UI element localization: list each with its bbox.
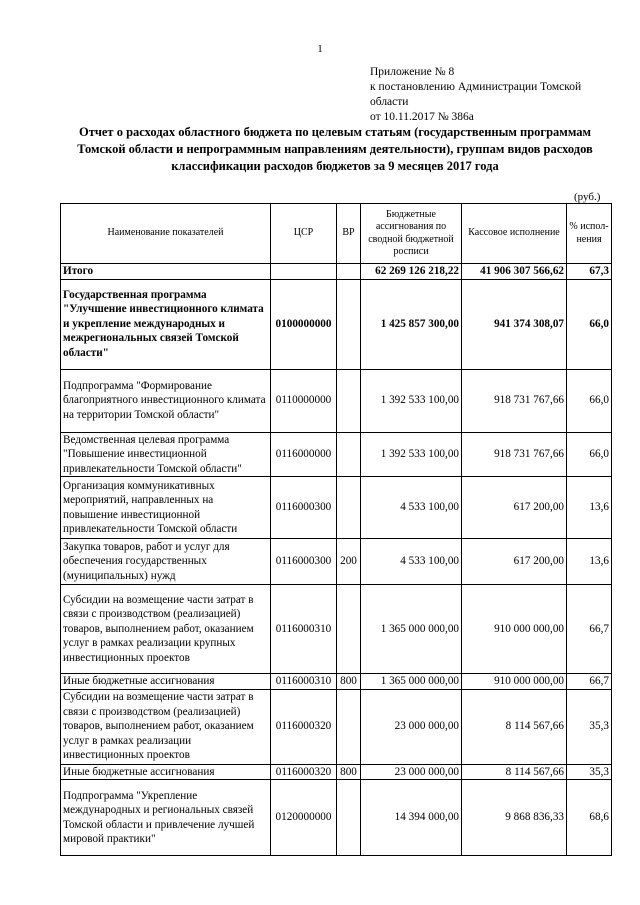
row-name: Ведомственная целевая программа "Повышение инвестиционной привлекательности Томской области" bbox=[61, 432, 271, 477]
row-cash: 941 374 308,07 bbox=[462, 279, 567, 369]
row-pct: 66,7 bbox=[567, 585, 612, 674]
row-vr bbox=[337, 264, 361, 280]
row-csr: 0116000310 bbox=[271, 585, 337, 674]
row-cash: 8 114 567,66 bbox=[462, 764, 567, 780]
header-vr: ВР bbox=[337, 204, 361, 264]
table-row bbox=[61, 264, 612, 280]
table-row bbox=[61, 432, 612, 477]
row-vr bbox=[337, 585, 361, 674]
row-cash: 9 868 836,33 bbox=[462, 780, 567, 856]
table-row bbox=[61, 585, 612, 674]
row-csr: 0100000000 bbox=[271, 279, 337, 369]
header-pct: % испол-нения bbox=[567, 204, 612, 264]
appendix-line: от 10.11.2017 № 386а bbox=[370, 111, 474, 123]
row-cash: 41 906 307 566,62 bbox=[462, 264, 567, 280]
row-pct: 66,0 bbox=[567, 369, 612, 432]
appendix-line: Приложение № 8 bbox=[370, 66, 455, 78]
row-pct: 13,6 bbox=[567, 539, 612, 585]
row-csr: 0116000310 bbox=[271, 674, 337, 690]
row-budget: 1 365 000 000,00 bbox=[361, 585, 462, 674]
row-vr: 200 bbox=[337, 539, 361, 585]
row-name: Государственная программа "Улучшение инвестиционного климата и укрепление международных и межрегиональных связей Томской области" bbox=[61, 279, 271, 369]
row-vr bbox=[337, 369, 361, 432]
row-pct: 66,0 bbox=[567, 432, 612, 477]
row-budget: 14 394 000,00 bbox=[361, 780, 462, 856]
table-row bbox=[61, 674, 612, 690]
row-vr: 800 bbox=[337, 674, 361, 690]
currency-unit: (руб.) bbox=[574, 191, 601, 203]
row-pct: 68,6 bbox=[567, 780, 612, 856]
row-cash: 8 114 567,66 bbox=[462, 689, 567, 764]
table-row bbox=[61, 780, 612, 856]
row-name: Организация коммуникативных мероприятий, направленных на повышение инвестиционной привлекательности Томской области bbox=[61, 477, 271, 539]
row-name: Закупка товаров, работ и услуг для обеспечения государственных (муниципальных) нужд bbox=[61, 539, 271, 585]
row-name: Субсидии на возмещение части затрат в связи с производством (реализацией) товаров, выполнением работ, оказанием услуг в рамках реализации инвестиционных проектов bbox=[61, 689, 271, 764]
row-name: Иные бюджетные ассигнования bbox=[61, 764, 271, 780]
row-cash: 617 200,00 bbox=[462, 539, 567, 585]
row-csr: 0120000000 bbox=[271, 780, 337, 856]
row-csr: 0116000300 bbox=[271, 539, 337, 585]
row-budget: 62 269 126 218,22 bbox=[361, 264, 462, 280]
row-budget: 1 392 533 100,00 bbox=[361, 432, 462, 477]
page-number: 1 bbox=[317, 43, 323, 55]
row-vr: 800 bbox=[337, 764, 361, 780]
row-pct: 35,3 bbox=[567, 764, 612, 780]
row-cash: 910 000 000,00 bbox=[462, 585, 567, 674]
row-csr: 0116000320 bbox=[271, 764, 337, 780]
row-csr: 0116000000 bbox=[271, 432, 337, 477]
row-budget: 23 000 000,00 bbox=[361, 764, 462, 780]
report-title: Отчет о расходах областного бюджета по целевым статьям (государственным программам Томской области и непрограммным направлениям деятельности), группам видов расходов классификации расходов бюджетов за 9 месяцев 2017 года bbox=[77, 125, 593, 173]
row-budget: 23 000 000,00 bbox=[361, 689, 462, 764]
row-vr bbox=[337, 279, 361, 369]
row-pct: 67,3 bbox=[567, 264, 612, 280]
row-budget: 1 365 000 000,00 bbox=[361, 674, 462, 690]
row-vr bbox=[337, 689, 361, 764]
row-cash: 617 200,00 bbox=[462, 477, 567, 539]
row-name: Подпрограмма "Укрепление международных и региональных связей Томской области и привлечение лучшей мировой практики" bbox=[61, 780, 271, 856]
table-row bbox=[61, 689, 612, 764]
appendix-line: области bbox=[370, 96, 409, 108]
appendix-block bbox=[370, 65, 620, 125]
row-cash: 918 731 767,66 bbox=[462, 369, 567, 432]
row-cash: 918 731 767,66 bbox=[462, 432, 567, 477]
table-row bbox=[61, 477, 612, 539]
header-csr: ЦСР bbox=[271, 204, 337, 264]
row-name: Субсидии на возмещение части затрат в связи с производством (реализацией) товаров, выполнением работ, оказанием услуг в рамках реализации крупных инвестиционных проектов bbox=[61, 585, 271, 674]
row-csr: 0116000300 bbox=[271, 477, 337, 539]
table-row bbox=[61, 539, 612, 585]
row-budget: 1 392 533 100,00 bbox=[361, 369, 462, 432]
row-budget: 1 425 857 300,00 bbox=[361, 279, 462, 369]
row-name: Иные бюджетные ассигнования bbox=[61, 674, 271, 690]
expenditure-table bbox=[60, 203, 612, 856]
table-header-row bbox=[61, 204, 612, 264]
row-budget: 4 533 100,00 bbox=[361, 477, 462, 539]
row-pct: 35,3 bbox=[567, 689, 612, 764]
table-row bbox=[61, 279, 612, 369]
row-vr bbox=[337, 432, 361, 477]
row-csr: 0116000320 bbox=[271, 689, 337, 764]
row-csr bbox=[271, 264, 337, 280]
row-name: Итого bbox=[61, 264, 271, 280]
row-pct: 13,6 bbox=[567, 477, 612, 539]
table-row bbox=[61, 764, 612, 780]
row-vr bbox=[337, 477, 361, 539]
row-name: Подпрограмма "Формирование благоприятного инвестиционного климата на территории Томской области" bbox=[61, 369, 271, 432]
appendix-line: к постановлению Администрации Томской bbox=[370, 81, 582, 93]
row-budget: 4 533 100,00 bbox=[361, 539, 462, 585]
row-pct: 66,0 bbox=[567, 279, 612, 369]
table-row bbox=[61, 369, 612, 432]
header-name: Наименование показателей bbox=[61, 204, 271, 264]
header-cash: Кассовое исполнение bbox=[462, 204, 567, 264]
header-budget: Бюджетные ассигнования по сводной бюджетной росписи bbox=[361, 204, 462, 264]
row-cash: 910 000 000,00 bbox=[462, 674, 567, 690]
row-pct: 66,7 bbox=[567, 674, 612, 690]
row-vr bbox=[337, 780, 361, 856]
row-csr: 0110000000 bbox=[271, 369, 337, 432]
